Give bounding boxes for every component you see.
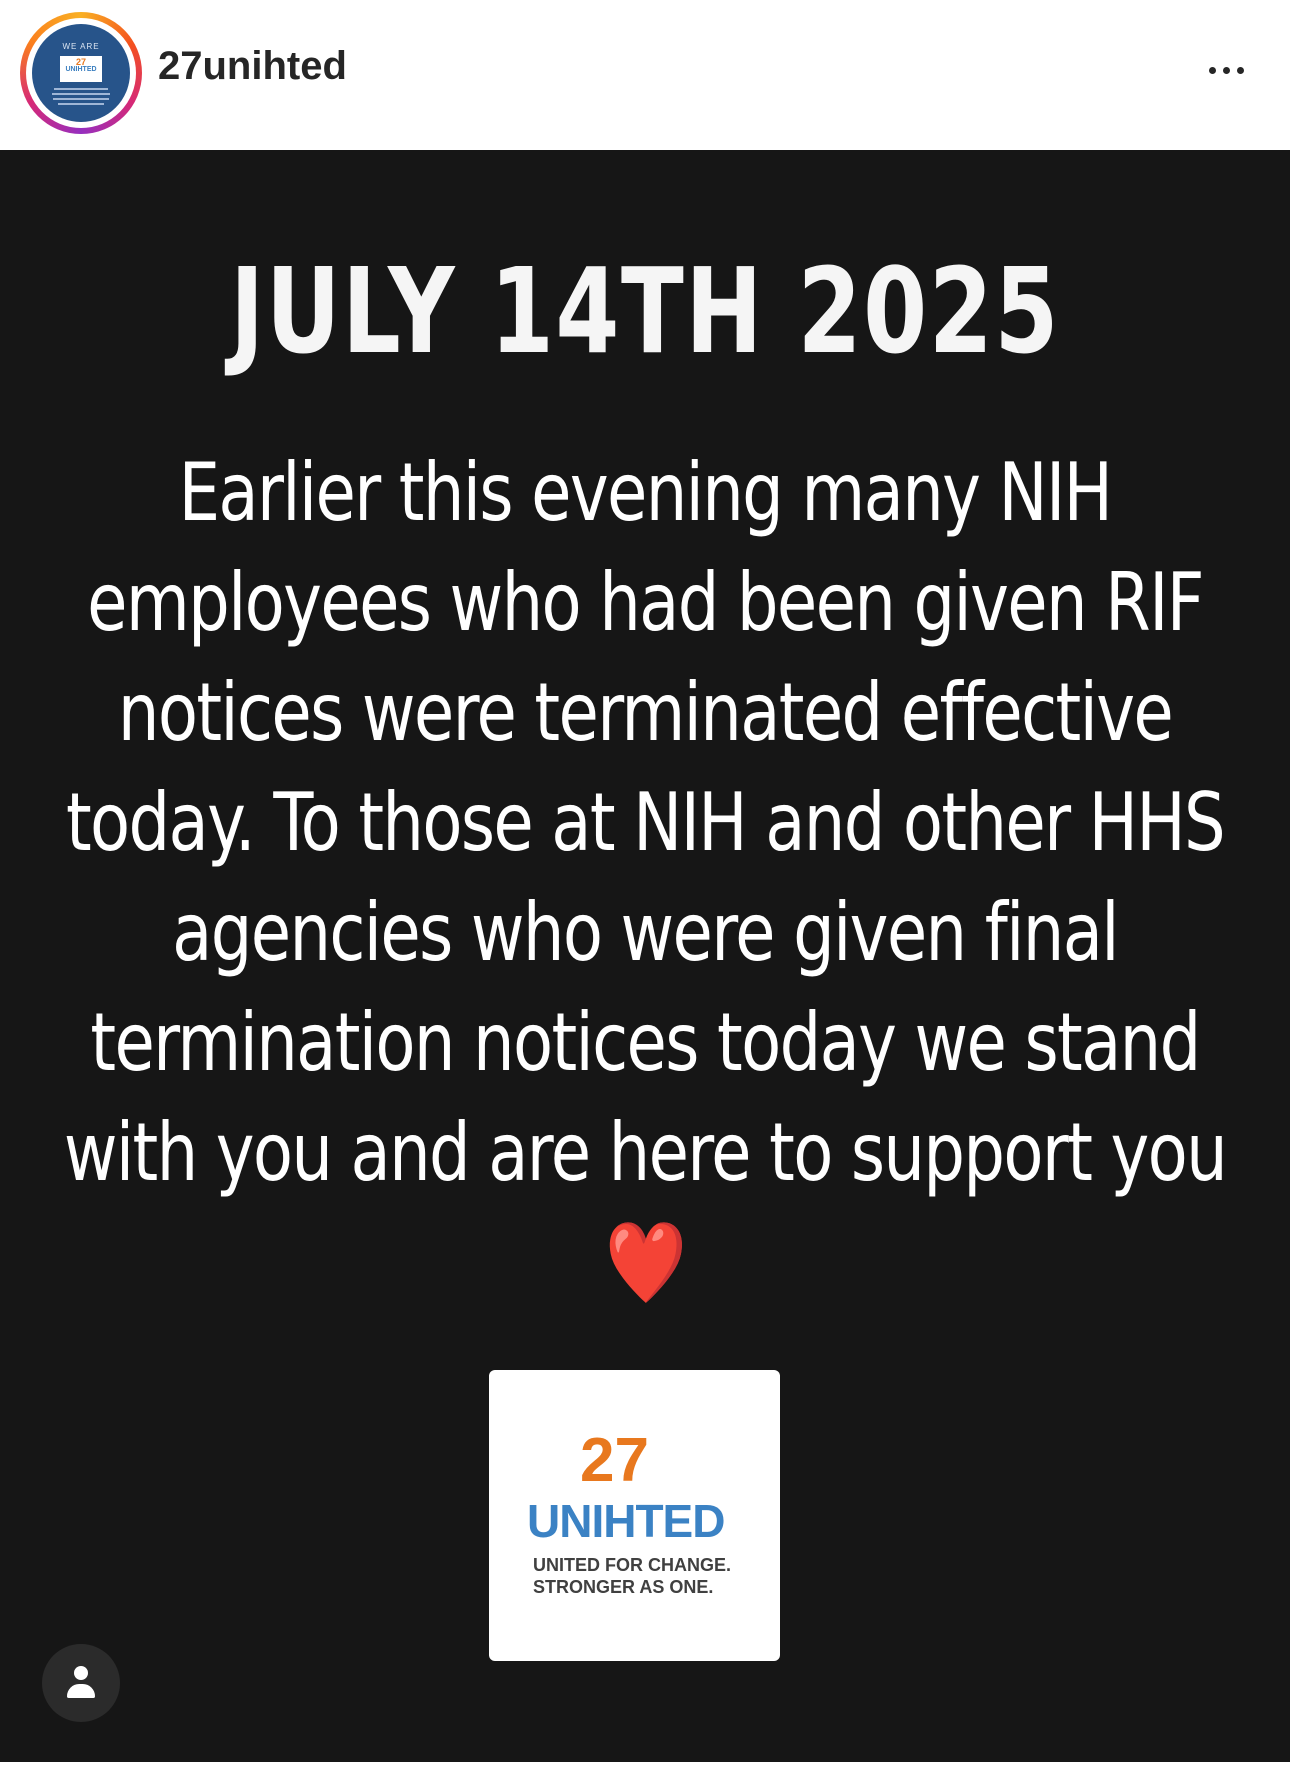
dot — [1209, 67, 1216, 74]
post-footer — [0, 1762, 1290, 1783]
avatar-logo-number: 27 — [75, 57, 86, 67]
user-icon — [74, 1666, 88, 1680]
post-header — [0, 0, 1290, 150]
logo-number: 27 — [580, 1426, 649, 1495]
logo-name: UNIHTED — [527, 1495, 725, 1547]
post-message — [60, 438, 1230, 1318]
unihted-logo — [489, 1370, 780, 1661]
dot — [1223, 67, 1230, 74]
logo-tagline-line2: STRONGER AS ONE. — [533, 1577, 714, 1597]
logo-tagline-line1: UNITED FOR CHANGE. — [533, 1555, 731, 1575]
profile-avatar[interactable] — [20, 12, 142, 134]
heart-icon: ❤️ — [604, 1216, 686, 1309]
avatar-logo-name: UNIHTED — [65, 66, 97, 73]
dot — [1237, 67, 1244, 74]
avatar-border — [26, 18, 136, 128]
more-options-icon[interactable] — [1196, 50, 1256, 90]
avatar-fine-print — [52, 88, 110, 108]
tagged-users-button[interactable] — [42, 1644, 120, 1722]
post-message-text: Earlier this evening many NIH employees who had been given RIF notices were terminated effective today. To those at NIH and other HHS agencies who were given final termination notices today we stand with you and are here to support you — [63, 446, 1227, 1199]
user-icon-body — [67, 1684, 95, 1698]
avatar-logo-card — [60, 56, 102, 82]
logo-tagline — [533, 1554, 731, 1598]
avatar-top-text: WE ARE — [62, 42, 100, 51]
post-date-title: JULY 14TH 2025 — [230, 242, 1060, 380]
username-link[interactable]: 27unihted — [158, 44, 347, 88]
avatar-image — [32, 24, 130, 122]
post-image[interactable] — [0, 150, 1290, 1762]
